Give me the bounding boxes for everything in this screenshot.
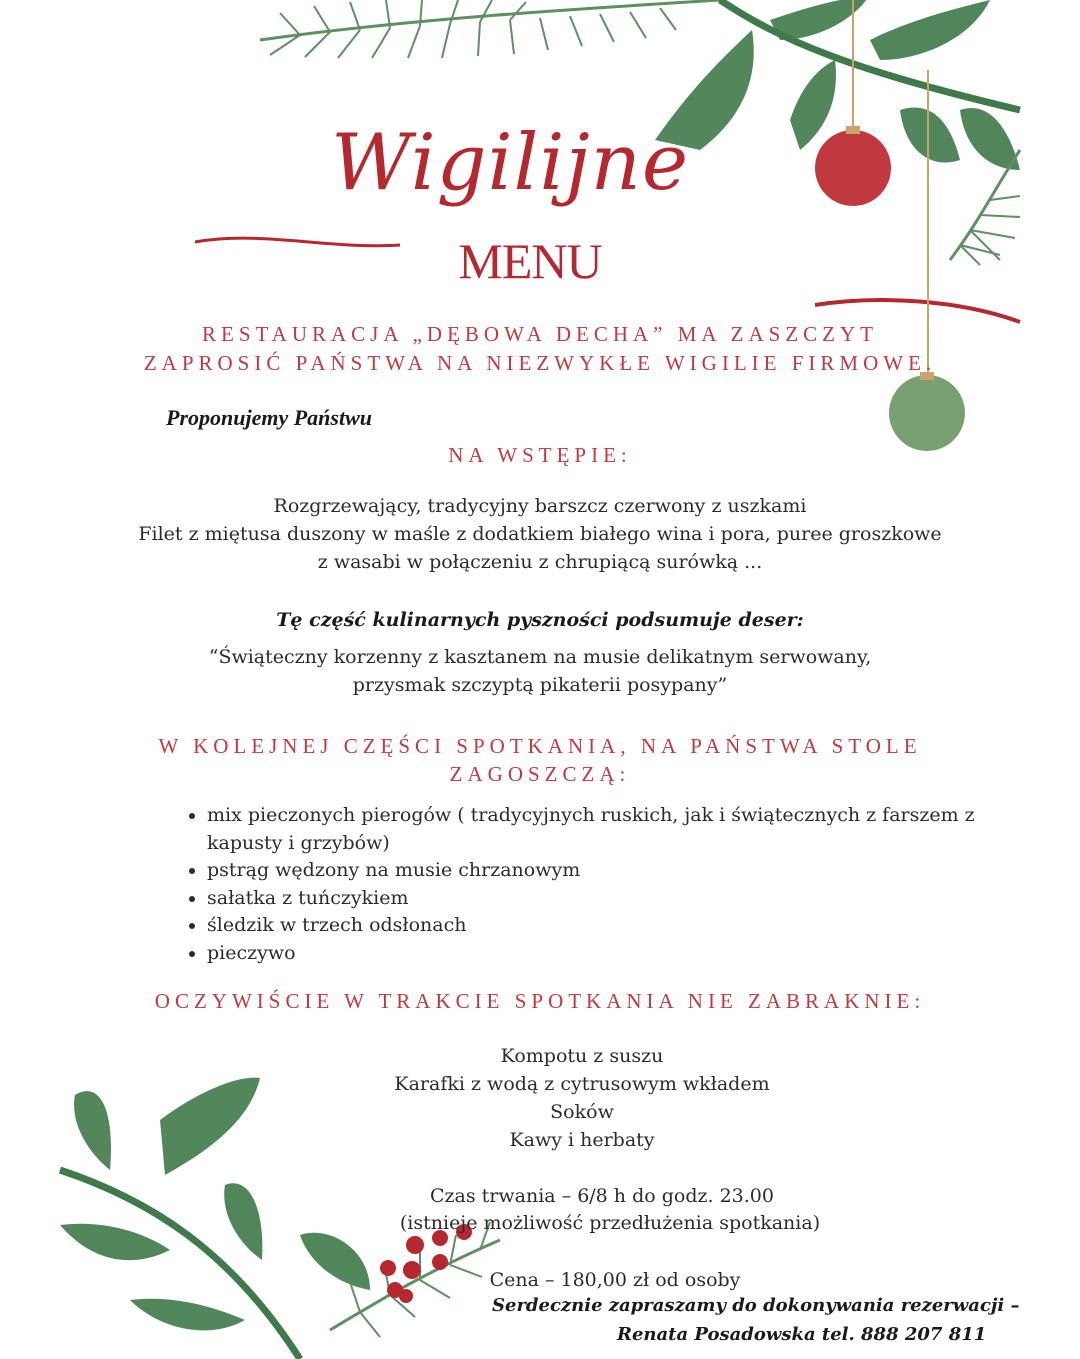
script-title: Wigilijne xyxy=(330,118,690,208)
next-part-heading-1: W KOLEJNEJ CZĘŚCI SPOTKANIA, NA PAŃSTWA STOLE xyxy=(158,734,922,758)
drinks-line: Kawy i herbaty xyxy=(509,1129,655,1151)
dessert-line: “Świąteczny korzenny z kasztanem na musie delikatnym serwowany, xyxy=(208,646,872,668)
menu-title: MENU xyxy=(458,233,602,289)
list-item: • sałatka z tuńczykiem xyxy=(207,885,1007,913)
red-swoosh-right xyxy=(815,300,1020,322)
dessert-heading: Tę część kulinarnych pyszności podsumuje deser: xyxy=(276,609,804,631)
reservation-line-2: Renata Posadowska tel. 888 207 811 xyxy=(617,1324,987,1345)
pine-branch-top xyxy=(260,0,720,58)
starter-line: Filet z miętusa duszony w maśle z dodatkiem białego wina i pora, puree groszkowe xyxy=(138,523,942,545)
starter-line: z wasabi w połączeniu z chrupiącą surówką ... xyxy=(317,551,763,573)
extension-text: (istnieje możliwość przedłużenia spotkania) xyxy=(399,1212,821,1234)
drinks-line: Kompotu z suszu xyxy=(500,1045,664,1067)
starter-heading: NA WSTĘPIE: xyxy=(448,443,632,467)
price-text: Cena – 180,00 zł od osoby xyxy=(489,1269,741,1291)
dessert-line: przysmak szczyptą pikaterii posypany” xyxy=(352,674,728,696)
pine-branch-right xyxy=(950,150,1020,265)
intro-text: Proponujemy Państwu xyxy=(166,405,372,430)
list-item: • pieczywo xyxy=(207,940,1007,968)
list-item: • pstrąg wędzony na musie chrzanowym xyxy=(207,857,1007,885)
list-item: • śledzik w trzech odsłonach xyxy=(207,912,1007,940)
starter-line: Rozgrzewający, tradycyjny barszcz czerwony z uszkami xyxy=(273,495,807,517)
reservation-line-1: Serdecznie zapraszamy do dokonywania rezerwacji – xyxy=(492,1295,1020,1316)
list-item: • mix pieczonych pierogów ( tradycyjnych ruskich, jak i świątecznych z farszem z kapusty i grzybów) xyxy=(207,802,1007,857)
drinks-line: Karafki z wodą z cytrusowym wkładem xyxy=(394,1073,770,1095)
drinks-line: Soków xyxy=(550,1101,614,1123)
invitation-line-2: ZAPROSIĆ PAŃSTWA NA NIEZWYKŁE WIGILIE FIRMOWE. xyxy=(143,351,937,375)
next-part-heading-2: ZAGOSZCZĄ: xyxy=(449,762,631,786)
duration-text: Czas trwania – 6/8 h do godz. 23.00 xyxy=(430,1185,774,1207)
invitation-line-1: RESTAURACJA „DĘBOWA DECHA” MA ZASZCZYT xyxy=(202,322,878,346)
red-ornament xyxy=(815,130,891,206)
red-swoosh-left xyxy=(195,238,400,246)
green-ornament xyxy=(889,375,965,451)
dishes-list xyxy=(183,802,1007,967)
drinks-heading: OCZYWIŚCIE W TRAKCIE SPOTKANIA NIE ZABRAKNIE: xyxy=(154,989,926,1013)
